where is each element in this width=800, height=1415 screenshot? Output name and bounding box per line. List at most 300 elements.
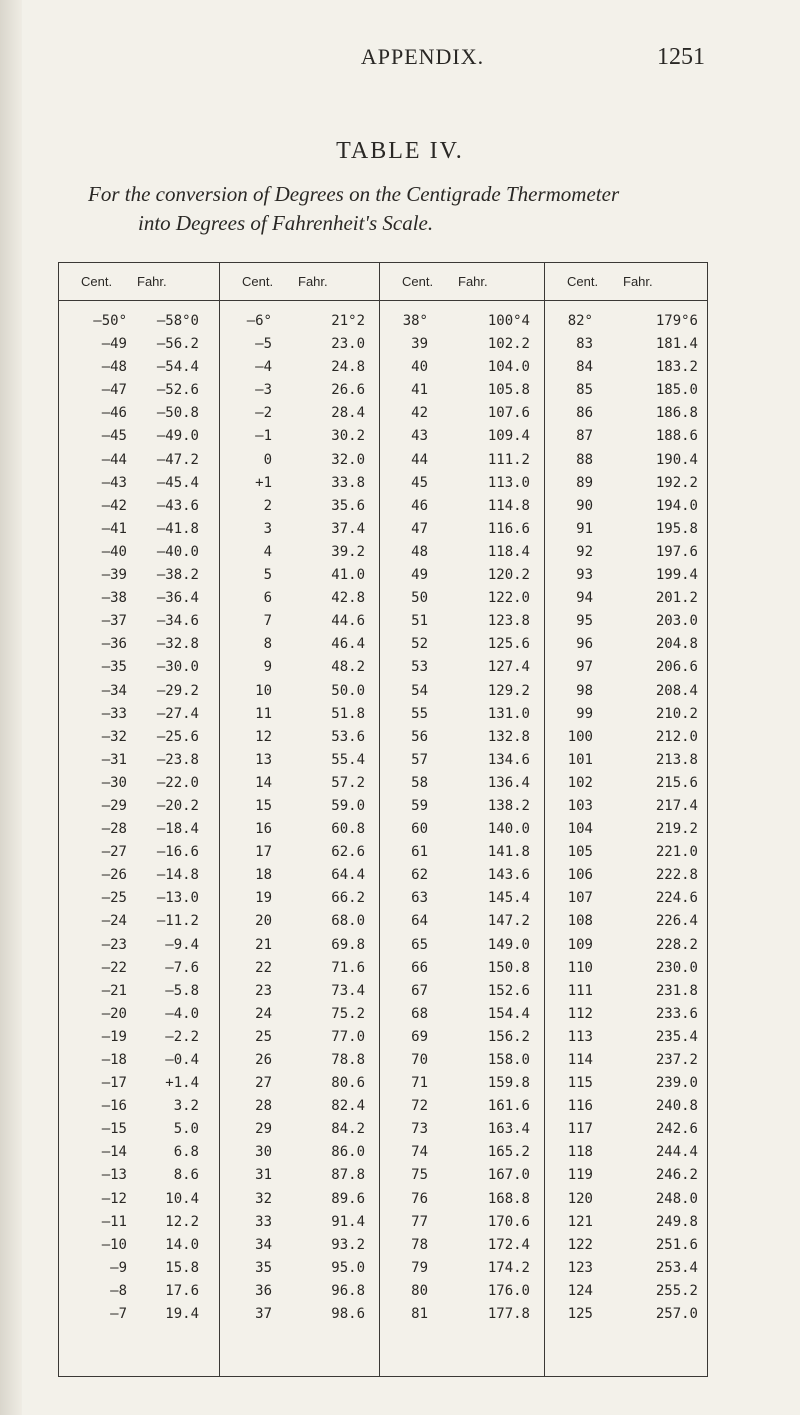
table-row [545,610,708,633]
page-binding-edge [0,0,22,1415]
centigrade-value: 55 [411,705,428,722]
table-row [545,656,708,679]
table-row [380,379,545,402]
table-row [380,864,545,887]
centigrade-value: —12 [101,1190,127,1207]
fahrenheit-value: 145.4 [487,890,530,907]
centigrade-value: 77 [411,1213,428,1230]
fahr-header: Fahr. [623,274,653,289]
fahrenheit-value: 120.2 [487,567,530,584]
centigrade-value: —23 [101,936,127,953]
column-group-3 [379,263,545,1376]
table-row [380,541,545,564]
fahrenheit-value: —43.6 [156,497,199,514]
table-row [59,864,219,887]
centigrade-value: —42 [101,497,127,514]
centigrade-value: 120 [567,1190,593,1207]
centigrade-value: 75 [411,1167,428,1184]
centigrade-value: 106 [567,867,593,884]
table-caption [88,180,728,238]
fahrenheit-value: 249.8 [655,1213,698,1230]
cent-header: Cent. [567,274,599,289]
centigrade-value: 83 [576,336,593,353]
centigrade-value: —2 [255,405,272,422]
centigrade-value: —37 [101,613,127,630]
fahrenheit-value: 93.2 [331,1236,365,1253]
centigrade-value: 69 [411,1028,428,1045]
fahrenheit-value: 123.8 [487,613,530,630]
table-row [380,957,545,980]
table-row [220,564,380,587]
table-row [59,1188,219,1211]
table-row [545,356,708,379]
centigrade-value: 27 [255,1075,272,1092]
fahr-header: Fahr. [137,274,167,289]
table-row [220,1234,380,1257]
table-row [220,910,380,933]
table-row [59,449,219,472]
centigrade-value: —6° [246,313,272,329]
fahrenheit-value: 118.4 [487,543,530,560]
fahrenheit-value: 185.0 [655,382,698,399]
centigrade-value: 62 [411,867,428,884]
table-row [545,310,708,333]
centigrade-value: +1 [255,474,272,491]
cent-header: Cent. [81,274,113,289]
centigrade-value: —18 [101,1052,127,1068]
caption-line-1: For the conversion of Degrees on the Centigrade Thermometer [88,182,620,206]
fahrenheit-value: 212.0 [655,728,698,745]
fahrenheit-value: 32.0 [331,451,365,468]
fahrenheit-value: 237.2 [655,1052,698,1068]
centigrade-value: 118 [567,1144,593,1161]
fahrenheit-value: 177.8 [487,1306,530,1323]
centigrade-value: 13 [255,751,272,768]
fahr-header: Fahr. [298,274,328,289]
fahrenheit-value: —34.6 [156,613,199,630]
fahrenheit-value: 215.6 [655,774,698,791]
fahrenheit-value: 204.8 [655,636,698,653]
table-row [545,795,708,818]
fahrenheit-value: 78.8 [331,1052,365,1068]
table-row [220,1280,380,1303]
fahrenheit-value: 172.4 [487,1236,530,1253]
table-row [220,1211,380,1234]
table-row [380,795,545,818]
fahrenheit-value: 105.8 [487,382,530,399]
table-row [59,1072,219,1095]
fahrenheit-value: —40.0 [156,543,199,560]
fahrenheit-value: 168.8 [487,1190,530,1207]
fahrenheit-value: —7.6 [165,959,199,976]
fahrenheit-value: 23.0 [331,336,365,353]
centigrade-value: —16 [101,1098,127,1115]
fahrenheit-value: 242.6 [655,1121,698,1138]
centigrade-value: —10 [101,1236,127,1253]
table-row [380,841,545,864]
table-row [220,402,380,425]
centigrade-value: 79 [411,1259,428,1276]
centigrade-value: 50 [411,590,428,607]
centigrade-value: 26 [255,1052,272,1068]
page-number: 1251 [657,44,705,70]
table-row [380,587,545,610]
column-header [220,263,380,301]
table-row [220,333,380,356]
centigrade-value: 92 [576,543,593,560]
table-row [545,1095,708,1118]
fahrenheit-value: 213.8 [655,751,698,768]
centigrade-value: 78 [411,1236,428,1253]
centigrade-value: —30 [101,774,127,791]
centigrade-value: —14 [101,1144,127,1161]
centigrade-value: 4 [263,543,272,560]
centigrade-value: 46 [411,497,428,514]
fahrenheit-value: —27.4 [156,705,199,722]
table-row [545,910,708,933]
centigrade-value: 38° [402,313,428,329]
fahrenheit-value: 26.6 [331,382,365,399]
centigrade-value: 60 [411,821,428,838]
fahrenheit-value: 73.4 [331,982,365,999]
fahrenheit-value: 15.8 [165,1259,199,1276]
fahrenheit-value: 188.6 [655,428,698,445]
fahrenheit-value: —32.8 [156,636,199,653]
fahrenheit-value: 167.0 [487,1167,530,1184]
fahrenheit-value: 41.0 [331,567,365,584]
centigrade-value: 16 [255,821,272,838]
fahrenheit-value: 136.4 [487,774,530,791]
fahrenheit-value: 122.0 [487,590,530,607]
centigrade-value: 61 [411,844,428,861]
table-row [220,656,380,679]
centigrade-value: 124 [567,1282,593,1299]
fahrenheit-value: 28.4 [331,405,365,422]
centigrade-value: 72 [411,1098,428,1115]
fahrenheit-value: 181.4 [655,336,698,353]
fahrenheit-value: 140.0 [487,821,530,838]
centigrade-value: —33 [101,705,127,722]
fahrenheit-value: 24.8 [331,359,365,376]
centigrade-value: —27 [101,844,127,861]
table-row [545,1257,708,1280]
table-row [220,310,380,333]
fahrenheit-value: —23.8 [156,751,199,768]
table-row [59,333,219,356]
centigrade-value: 15 [255,797,272,814]
fahrenheit-value: 80.6 [331,1075,365,1092]
fahrenheit-value: 17.6 [165,1282,199,1299]
fahrenheit-value: 125.6 [487,636,530,653]
centigrade-value: 82° [567,313,593,329]
centigrade-value: 67 [411,982,428,999]
centigrade-value: —5 [255,336,272,353]
table-row [545,495,708,518]
table-row [545,1003,708,1026]
centigrade-value: 74 [411,1144,428,1161]
fahrenheit-value: 51.8 [331,705,365,722]
table-row [220,1141,380,1164]
table-row [545,518,708,541]
table-row [220,495,380,518]
centigrade-value: 116 [567,1098,593,1115]
centigrade-value: 110 [567,959,593,976]
table-row [380,749,545,772]
centigrade-value: 37 [255,1306,272,1323]
centigrade-value: —1 [255,428,272,445]
fahrenheit-value: 114.8 [487,497,530,514]
centigrade-value: 76 [411,1190,428,1207]
caption-line-2: into Degrees of Fahrenheit's Scale. [138,211,434,235]
table-row [380,518,545,541]
table-row [220,1026,380,1049]
centigrade-value: 117 [567,1121,593,1138]
fahrenheit-value: 53.6 [331,728,365,745]
fahrenheit-value: —4.0 [165,1005,199,1022]
table-row [220,541,380,564]
centigrade-value: 35 [255,1259,272,1276]
centigrade-value: 41 [411,382,428,399]
fahrenheit-value: —38.2 [156,567,199,584]
centigrade-value: —36 [101,636,127,653]
cent-header: Cent. [402,274,434,289]
table-row [545,425,708,448]
fahrenheit-value: 96.8 [331,1282,365,1299]
centigrade-value: 100 [567,728,593,745]
fahrenheit-value: 176.0 [487,1282,530,1299]
table-row [545,587,708,610]
centigrade-value: —22 [101,959,127,976]
table-row [220,610,380,633]
centigrade-value: 51 [411,613,428,630]
fahrenheit-value: 107.6 [487,405,530,422]
centigrade-value: 19 [255,890,272,907]
table-row [380,449,545,472]
table-row [380,887,545,910]
fahrenheit-value: 244.4 [655,1144,698,1161]
fahrenheit-value: 42.8 [331,590,365,607]
centigrade-value: 25 [255,1028,272,1045]
centigrade-value: —48 [101,359,127,376]
table-row [545,1141,708,1164]
table-row [220,864,380,887]
fahrenheit-value: 179°6 [655,313,698,329]
table-row [59,587,219,610]
fahrenheit-value: 57.2 [331,774,365,791]
fahrenheit-value: 48.2 [331,659,365,676]
fahrenheit-value: 91.4 [331,1213,365,1230]
fahrenheit-value: —2.2 [165,1028,199,1045]
fahrenheit-value: —11.2 [156,913,199,930]
table-row [380,1257,545,1280]
table-row [59,472,219,495]
table-row [545,772,708,795]
centigrade-value: 21 [255,936,272,953]
centigrade-value: 104 [567,821,593,838]
table-row [380,934,545,957]
table-row [220,749,380,772]
centigrade-value: 31 [255,1167,272,1184]
table-row [220,887,380,910]
table-row [59,726,219,749]
fahrenheit-value: —22.0 [156,774,199,791]
centigrade-value: —50° [93,313,127,329]
table-row [59,749,219,772]
fahrenheit-value: 195.8 [655,520,698,537]
table-row [59,610,219,633]
table-row [59,564,219,587]
fahrenheit-value: 159.8 [487,1075,530,1092]
table-row [545,472,708,495]
fahrenheit-value: —14.8 [156,867,199,884]
centigrade-value: —11 [101,1213,127,1230]
table-title: TABLE IV. [336,138,464,164]
centigrade-value: 114 [567,1052,593,1068]
fahrenheit-value: —20.2 [156,797,199,814]
table-row [59,980,219,1003]
centigrade-value: —19 [101,1028,127,1045]
fahrenheit-value: 257.0 [655,1306,698,1323]
table-row [545,564,708,587]
fahrenheit-value: 5.0 [173,1121,199,1138]
table-row [545,957,708,980]
centigrade-value: 87 [576,428,593,445]
centigrade-value: —47 [101,382,127,399]
centigrade-value: —13 [101,1167,127,1184]
table-row [220,841,380,864]
table-row [380,1188,545,1211]
table-row [220,1003,380,1026]
fahrenheit-value: 60.8 [331,821,365,838]
table-row [545,980,708,1003]
centigrade-value: —15 [101,1121,127,1138]
centigrade-value: 96 [576,636,593,653]
table-row [545,841,708,864]
table-row [545,680,708,703]
centigrade-value: 42 [411,405,428,422]
centigrade-value: 39 [411,336,428,353]
fahrenheit-value: 100°4 [487,313,530,329]
fahrenheit-value: 44.6 [331,613,365,630]
fahrenheit-value: —56.2 [156,336,199,353]
fahrenheit-value: 183.2 [655,359,698,376]
fahrenheit-value: 199.4 [655,567,698,584]
centigrade-value: 6 [263,590,272,607]
centigrade-value: —44 [101,451,127,468]
centigrade-value: 63 [411,890,428,907]
table-row [380,333,545,356]
fahrenheit-value: 219.2 [655,821,698,838]
centigrade-value: 33 [255,1213,272,1230]
table-row [380,1234,545,1257]
centigrade-value: 28 [255,1098,272,1115]
table-row [59,772,219,795]
centigrade-value: 23 [255,982,272,999]
table-row [59,1026,219,1049]
fahrenheit-value: 206.6 [655,659,698,676]
table-row [59,402,219,425]
centigrade-value: 90 [576,497,593,514]
fahrenheit-value: 86.0 [331,1144,365,1161]
conversion-table [58,262,708,1377]
table-row [380,910,545,933]
cent-header: Cent. [242,274,274,289]
centigrade-value: 49 [411,567,428,584]
centigrade-value: 111 [567,982,593,999]
fahrenheit-value: 30.2 [331,428,365,445]
column-group-2 [219,263,380,1376]
fahrenheit-value: 246.2 [655,1167,698,1184]
table-row [545,934,708,957]
fahrenheit-value: 3.2 [173,1098,199,1115]
fahrenheit-value: 84.2 [331,1121,365,1138]
centigrade-value: —40 [101,543,127,560]
fahrenheit-value: 158.0 [487,1052,530,1068]
table-row [220,1164,380,1187]
centigrade-value: 107 [567,890,593,907]
centigrade-value: 64 [411,913,428,930]
table-row [59,1303,219,1326]
fahrenheit-value: —41.8 [156,520,199,537]
fahrenheit-value: 248.0 [655,1190,698,1207]
table-row [380,1095,545,1118]
fahrenheit-value: —52.6 [156,382,199,399]
table-row [59,1095,219,1118]
centigrade-value: —25 [101,890,127,907]
centigrade-value: —29 [101,797,127,814]
table-row [545,633,708,656]
table-row [545,1049,708,1072]
table-row [380,610,545,633]
fahrenheit-value: 66.2 [331,890,365,907]
table-row [220,1049,380,1072]
centigrade-value: 121 [567,1213,593,1230]
table-row [59,1280,219,1303]
centigrade-value: —43 [101,474,127,491]
fahrenheit-value: 149.0 [487,936,530,953]
centigrade-value: 122 [567,1236,593,1253]
centigrade-value: —49 [101,336,127,353]
table-row [220,587,380,610]
fahrenheit-value: 255.2 [655,1282,698,1299]
table-row [59,795,219,818]
fahrenheit-value: 116.6 [487,520,530,537]
table-row [380,1003,545,1026]
centigrade-value: 3 [263,520,272,537]
centigrade-value: 85 [576,382,593,399]
fahrenheit-value: 109.4 [487,428,530,445]
table-row [220,1257,380,1280]
table-row [220,772,380,795]
table-row [220,980,380,1003]
centigrade-value: 115 [567,1075,593,1092]
fahrenheit-value: 14.0 [165,1236,199,1253]
table-row [59,356,219,379]
table-row [59,1003,219,1026]
table-row [545,887,708,910]
fahrenheit-value: —5.8 [165,982,199,999]
centigrade-value: 8 [263,636,272,653]
fahrenheit-value: 89.6 [331,1190,365,1207]
table-row [545,703,708,726]
fahrenheit-value: 226.4 [655,913,698,930]
table-row [545,402,708,425]
fahrenheit-value: 138.2 [487,797,530,814]
fahrenheit-value: 87.8 [331,1167,365,1184]
table-row [380,402,545,425]
table-row [59,1211,219,1234]
table-row [380,1072,545,1095]
